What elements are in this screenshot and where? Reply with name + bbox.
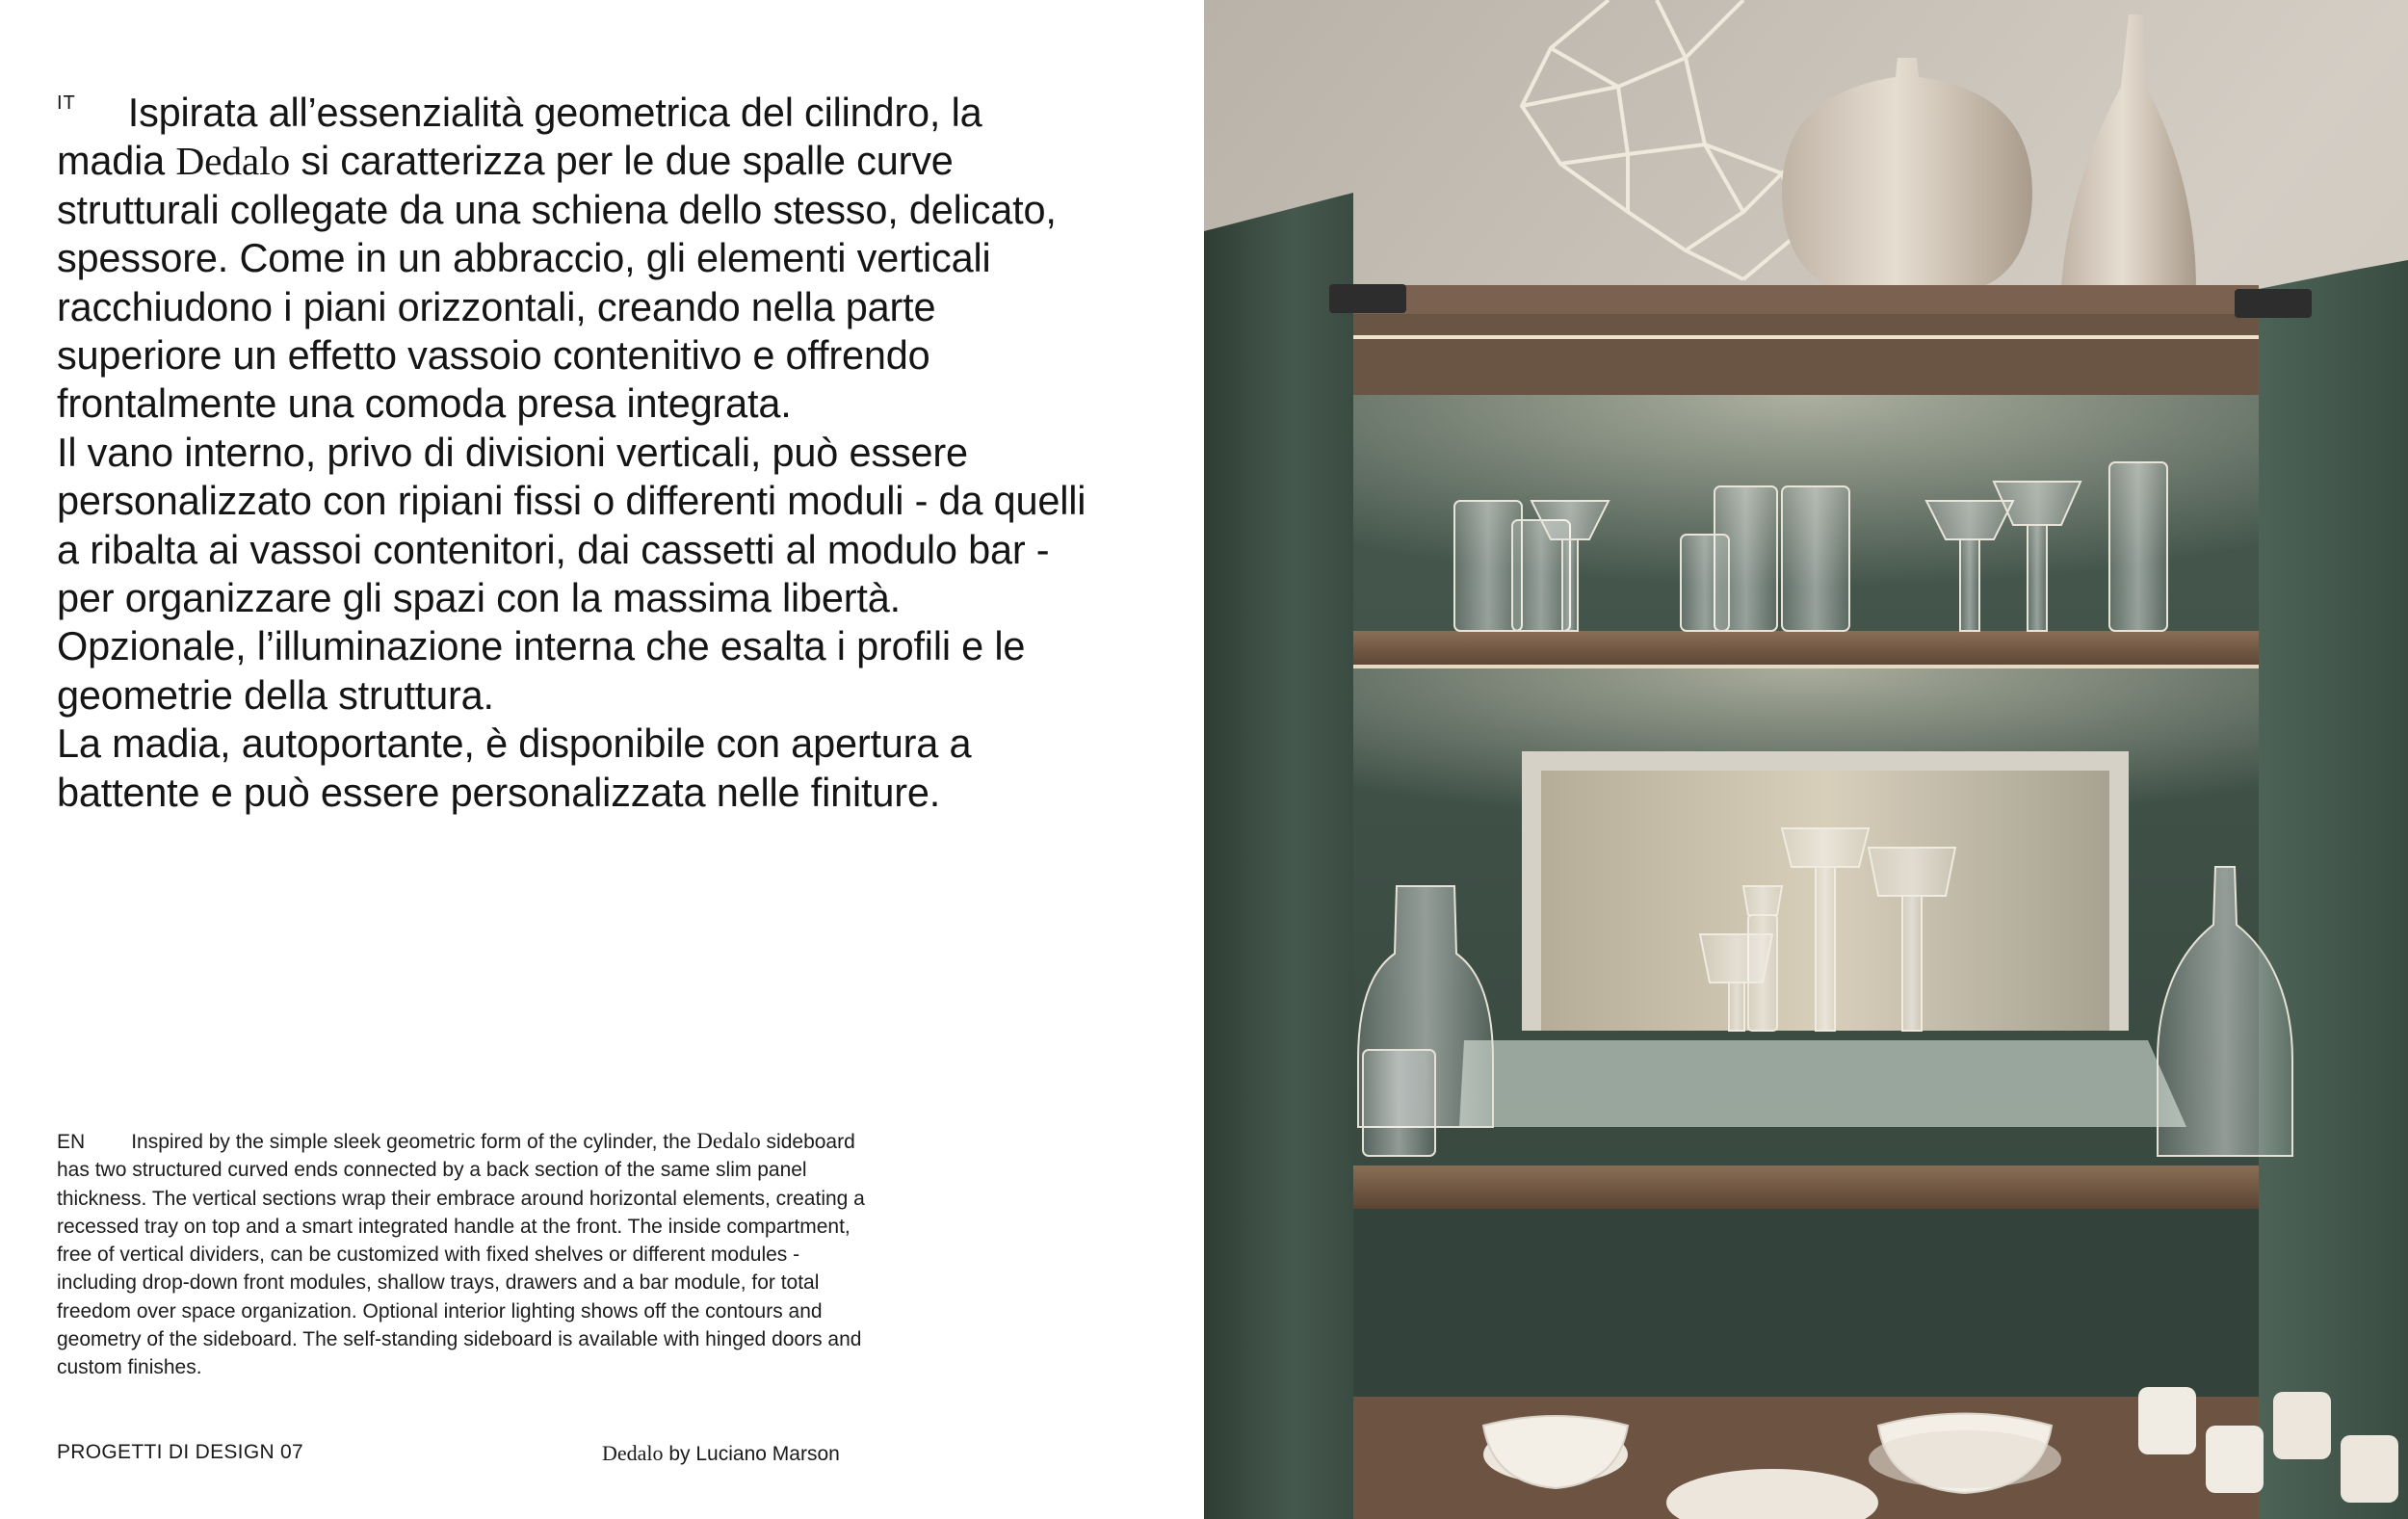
lower-compartment <box>1353 1209 2259 1397</box>
italian-description <box>57 79 1087 817</box>
led-strip-top <box>1353 335 2259 339</box>
english-description <box>57 1127 866 1382</box>
hinge-left <box>1329 284 1406 313</box>
left-door <box>1204 193 1353 1519</box>
footer-brand: Dedalo <box>602 1441 664 1465</box>
hinge-right <box>2235 289 2312 318</box>
product-photo <box>1204 0 2408 1519</box>
led-strip-1 <box>1353 665 2259 668</box>
language-tag-en: EN <box>57 1131 86 1153</box>
sideboard-photo-illustration <box>1204 0 2408 1519</box>
en-text-intro: Inspired by the simple sleek geometric form of the cylinder, the <box>131 1131 697 1153</box>
english-paragraph <box>57 1127 866 1382</box>
it-text-p2: Il vano interno, privo di divisioni verticali, può essere personalizzato con ripiani fissi o differenti moduli - da quelli a ribalta ai vassoi contenitori, dai cassetti al modulo bar - per organizzare gli spazi con la massima libertà. Opzionale, l’illuminazione interna che esalta i profili e le geometrie della struttura. <box>57 429 1086 718</box>
top-tray <box>1353 285 2259 314</box>
shelf-1 <box>1353 631 2259 668</box>
right-door <box>2259 260 2408 1519</box>
it-text-p3: La madia, autoportante, è disponibile con apertura a battente e può essere personalizzata nelle finiture. <box>57 720 972 815</box>
brand-name: Dedalo <box>175 139 291 184</box>
italian-paragraph <box>57 79 1087 817</box>
bar-drop-down-shelf <box>1459 1040 2186 1127</box>
footer-credit <box>602 1441 840 1466</box>
footer-designer: by Luciano Marson <box>663 1443 840 1465</box>
en-text-body: sideboard has two structured curved ends connected by a back section of the same slim panel thickness. The vertical sections wrap their embrace around horizontal elements, creating a recessed tray on top and a smart integrated handle at the front. The inside compartment, free of vertical dividers, can be customized with fixed shelves or different modules - including drop-down front modules, shallow trays, drawers and a bar module, for total freedom over space organization. Optional interior lighting shows off the contours and geometry of the sideboard. The self-standing sideboard is available with hinged doors and custom finishes. <box>57 1131 865 1379</box>
footer-section-title: PROGETTI DI DESIGN 07 <box>57 1441 304 1463</box>
brand-name: Dedalo <box>696 1129 761 1153</box>
it-text-p1: si caratterizza per le due spalle curve strutturali collegate da una schiena dello stesso, delicato, spessore. Come in un abbraccio, gli elementi verticali racchiudono i piani orizzontali, creando nella parte superiore un effetto vassoio contenitivo e offrendo frontalmente una comoda presa integrata. <box>57 138 1057 427</box>
language-tag-it: IT <box>57 92 76 114</box>
shelf-2 <box>1353 1165 2259 1209</box>
top-panel <box>1353 314 2259 395</box>
it-text-intro: Ispirata all’essenzialità geometrica del cilindro, la madia <box>57 90 982 184</box>
